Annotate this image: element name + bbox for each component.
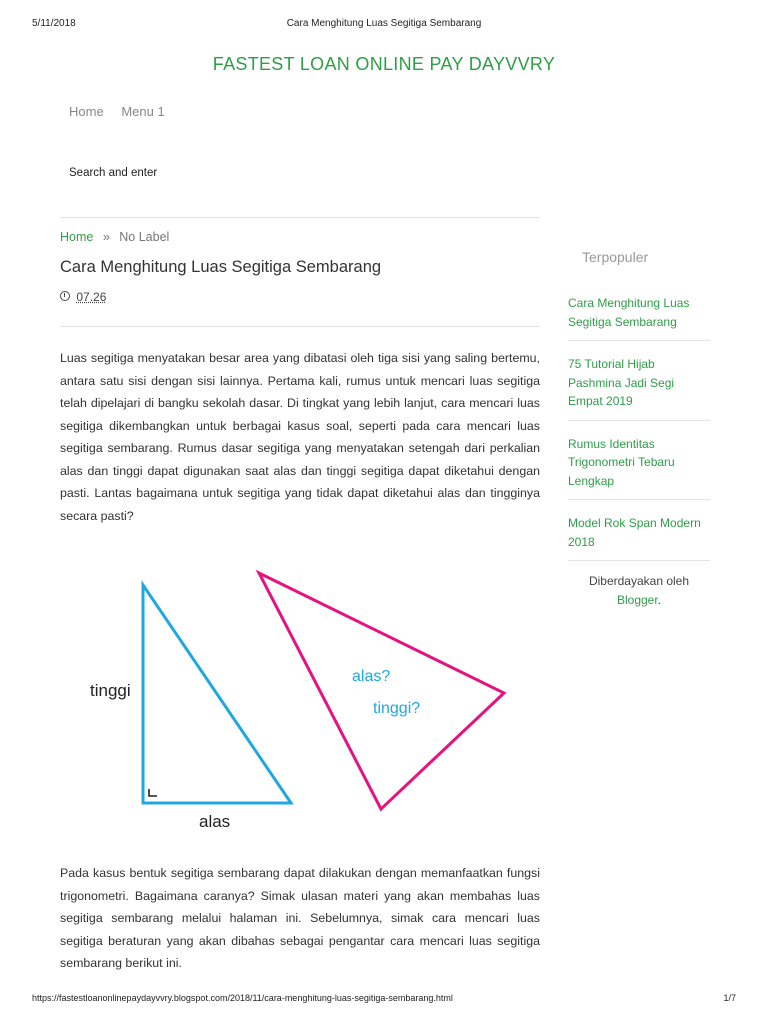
clock-icon (60, 291, 70, 301)
popular-post-item[interactable]: Cara Menghitung Luas Segitiga Sembarang (568, 290, 710, 341)
post-title: Cara Menghitung Luas Segitiga Sembarang (60, 258, 382, 276)
powered-by-text: Diberdayakan oleh (588, 574, 690, 588)
sidebar-popular-title: Terpopuler (582, 249, 649, 265)
nav-item-menu-1[interactable]: Menu 1 (121, 104, 165, 119)
site-title[interactable]: FASTEST LOAN ONLINE PAY DAYVVRY (212, 54, 556, 74)
print-page-number: 1/7 (723, 993, 736, 1003)
scalene-triangle-shape (259, 573, 504, 809)
post-timestamp (60, 290, 106, 304)
breadcrumb (60, 230, 169, 244)
post-header-divider (60, 326, 540, 327)
right-height-question-label: tinggi? (373, 700, 421, 717)
breadcrumb-home-link[interactable]: Home (60, 230, 94, 244)
right-triangle-shape (143, 585, 291, 803)
print-doc-title: Cara Menghitung Luas Segitiga Sembarang (286, 18, 482, 29)
triangle-illustration (60, 560, 540, 850)
popular-post-item[interactable]: Rumus Identitas Trigonometri Tebaru Lengkap (568, 431, 710, 501)
blogger-link[interactable]: Blogger (616, 592, 658, 607)
search-input[interactable]: Search and enter (69, 167, 158, 179)
print-date: 5/11/2018 (32, 18, 76, 29)
powered-by (568, 572, 710, 609)
popular-posts-list (568, 290, 710, 571)
post-time-link[interactable]: 07.26 (76, 290, 107, 304)
right-base-question-label: alas? (352, 668, 391, 685)
post-paragraph-1: Luas segitiga menyatakan besar area yang dibatasi oleh tiga sisi yang saling bertemu, antara satu sisi dengan sisi lainnya. Pertama kali, rumus untuk mencari luas segitiga telah dipelajari di bangku sekolah dasar. Di tingkat yang lebih lanjut, cara mencari luas segitiga dikembangkan untuk berbagai kasus soal, seperti pada cara mencari luas segitiga sembarang. Rumus dasar segitiga yang menyatakan setengah dari perkalian alas dan tinggi dapat digunakan saat alas dan tinggi segitiga dapat diketahui dengan pasti. Lantas bagaimana untuk segitiga yang tidak dapat diketahui alas dan tingginya secara pasti? (60, 351, 540, 523)
main-nav (69, 104, 179, 119)
right-angle-marker (149, 789, 157, 796)
header-divider (60, 217, 540, 218)
left-height-label: tinggi (90, 681, 131, 700)
popular-post-item[interactable]: 75 Tutorial Hijab Pashmina Jadi Segi Empat 2019 (568, 351, 710, 421)
print-url: https://fastestloanonlinepaydayvvry.blogspot.com/2018/11/cara-menghitung-luas-segitiga-sembarang.html (32, 993, 453, 1003)
left-base-label: alas (199, 812, 231, 831)
nav-item-home[interactable]: Home (69, 104, 104, 119)
breadcrumb-separator: » (102, 230, 110, 244)
breadcrumb-current: No Label (119, 230, 170, 244)
powered-by-period: . (657, 592, 662, 607)
popular-post-item[interactable]: Model Rok Span Modern 2018 (568, 510, 710, 561)
post-paragraph-2: Pada kasus bentuk segitiga sembarang dapat dilakukan dengan memanfaatkan fungsi trigonometri. Bagaimana caranya? Simak ulasan materi yang akan membahas luas segitiga sembarang melalui halaman ini. Sebelumnya, simak cara mencari luas segitiga beraturan yang akan dibahas sebagai pengantar cara mencari luas segitiga sembarang berikut ini. (60, 866, 540, 970)
